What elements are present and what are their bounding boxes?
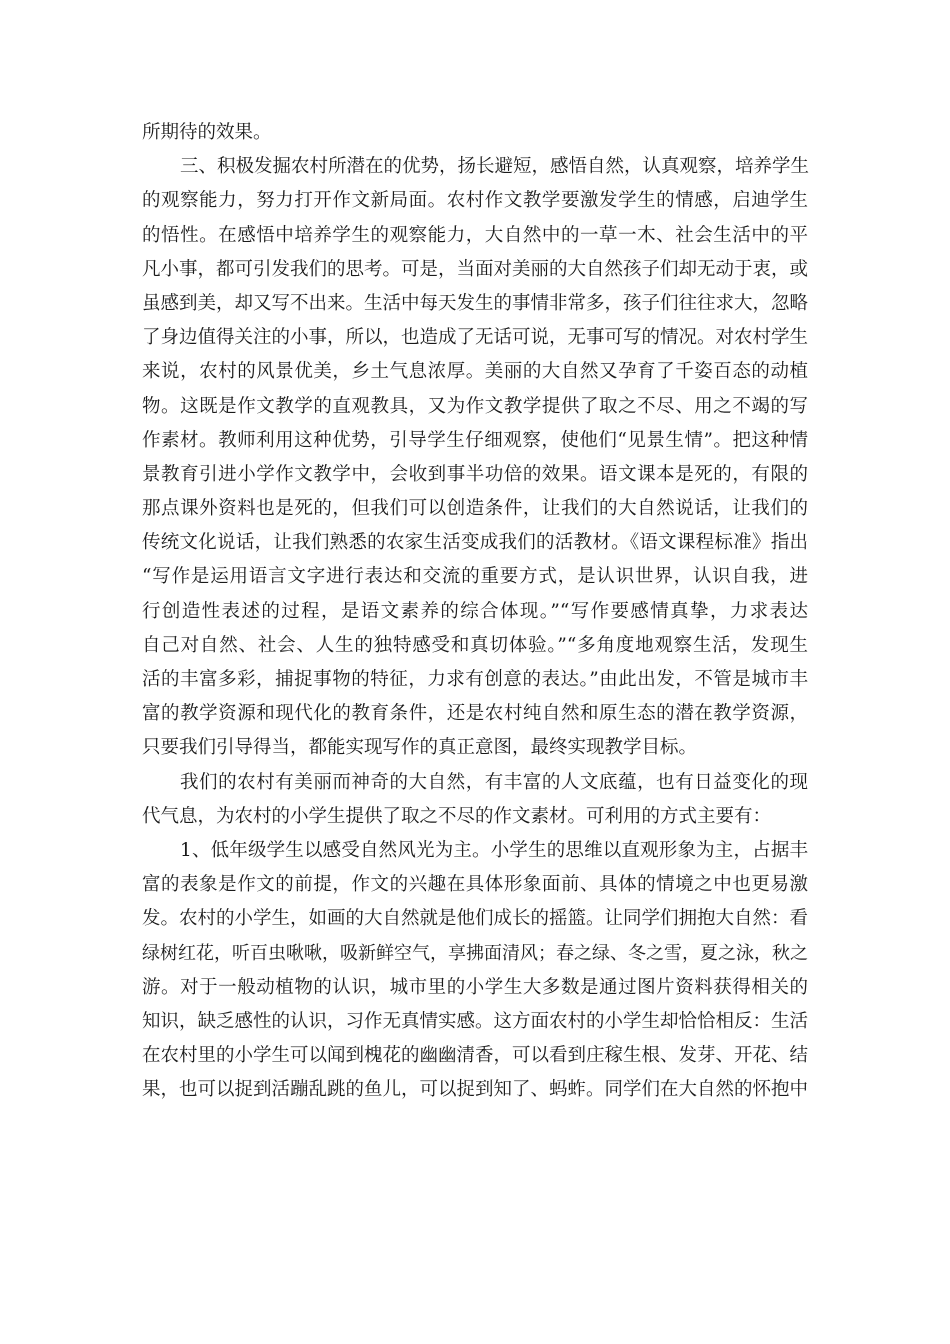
text-line: 自己对自然、社会、人生的独特感受和真切体验。”“多角度地观察生活，发现生 [142,634,808,656]
text-line: 果，也可以捉到活蹦乱跳的鱼儿，可以捉到知了、蚂蚱。同学们在大自然的怀抱中 [142,1079,809,1101]
text-line: 景教育引进小学作文教学中，会收到事半功倍的效果。语文课本是死的，有限的 [142,463,808,485]
text-line: 所期待的效果。 [142,122,272,143]
text-line: 1、低年级学生以感受自然风光为主。小学生的思维以直观形象为主，占据丰 [180,839,808,861]
text-line: 只要我们引导得当，都能实现写作的真正意图，最终实现教学目标。 [142,737,698,759]
text-line: 的悟性。在感悟中培养学生的观察能力，大自然中的一草一木、社会生活中的平 [142,224,808,246]
text-line: 了身边值得关注的小事，所以，也造成了无话可说，无事可写的情况。对农村学生 [142,327,809,349]
text-line: 绿树红花，听百虫啾啾，吸新鲜空气，享拂面清风；春之绿、冬之雪，夏之泳，秋之 [142,942,808,964]
text-line: 在农村里的小学生可以闻到槐花的幽幽清香，可以看到庄稼生根、发芽、开花、结 [142,1045,809,1067]
text-line: 行创造性表述的过程，是语文素养的综合体现。”“写作要感情真挚，力求表达 [142,600,808,622]
text-line: 那点课外资料也是死的，但我们可以创造条件，让我们的大自然说话，让我们的 [142,498,808,520]
text-line: 凡小事，都可引发我们的思考。可是，当面对美丽的大自然孩子们却无动于衷，或 [142,258,809,280]
text-line: 物。这既是作文教学的直观教具，又为作文教学提供了取之不尽、用之不竭的写 [142,395,808,417]
text-line: 的观察能力，努力打开作文新局面。农村作文教学要激发学生的情感，启迪学生 [142,190,808,212]
text-line: “写作是运用语言文字进行表达和交流的重要方式，是认识世界，认识自我，进 [142,566,808,588]
text-line: 作素材。教师利用这种优势，引导学生仔细观察，使他们“见景生情”。把这种情 [142,429,808,451]
text-line: 游。对于一般动植物的认识，城市里的小学生大多数是通过图片资料获得相关的 [142,976,808,998]
text-line: 我们的农村有美丽而神奇的大自然，有丰富的人文底蕴，也有日益变化的现 [180,771,808,793]
text-line: 三、积极发掘农村所潜在的优势，扬长避短，感悟自然，认真观察，培养学生 [180,156,810,178]
text-line: 传统文化说话，让我们熟悉的农家生活变成我们的活教材。《语文课程标准》指出 [142,532,808,554]
text-line: 发。农村的小学生，如画的大自然就是他们成长的摇篮。让同学们拥抱大自然：看 [142,908,809,930]
body-text [142,116,808,1107]
text-line: 来说，农村的风景优美，乡土气息浓厚。美丽的大自然又孕育了千姿百态的动植 [142,361,808,383]
text-line: 虽感到美，却又写不出来。生活中每天发生的事情非常多，孩子们往往求大，忽略 [142,292,809,314]
text-line: 富的教学资源和现代化的教育条件，还是农村纯自然和原生态的潜在教学资源， [142,703,808,725]
text-line: 活的丰富多彩，捕捉事物的特征，力求有创意的表达。”由此出发，不管是城市丰 [142,669,808,690]
text-line: 代气息，为农村的小学生提供了取之不尽的作文素材。可利用的方式主要有： [142,805,772,827]
text-line: 富的表象是作文的前提，作文的兴趣在具体形象面前、具体的情境之中也更易激 [142,874,808,896]
text-line: 知识，缺乏感性的认识，习作无真情实感。这方面农村的小学生却恰恰相反：生活 [142,1010,809,1032]
